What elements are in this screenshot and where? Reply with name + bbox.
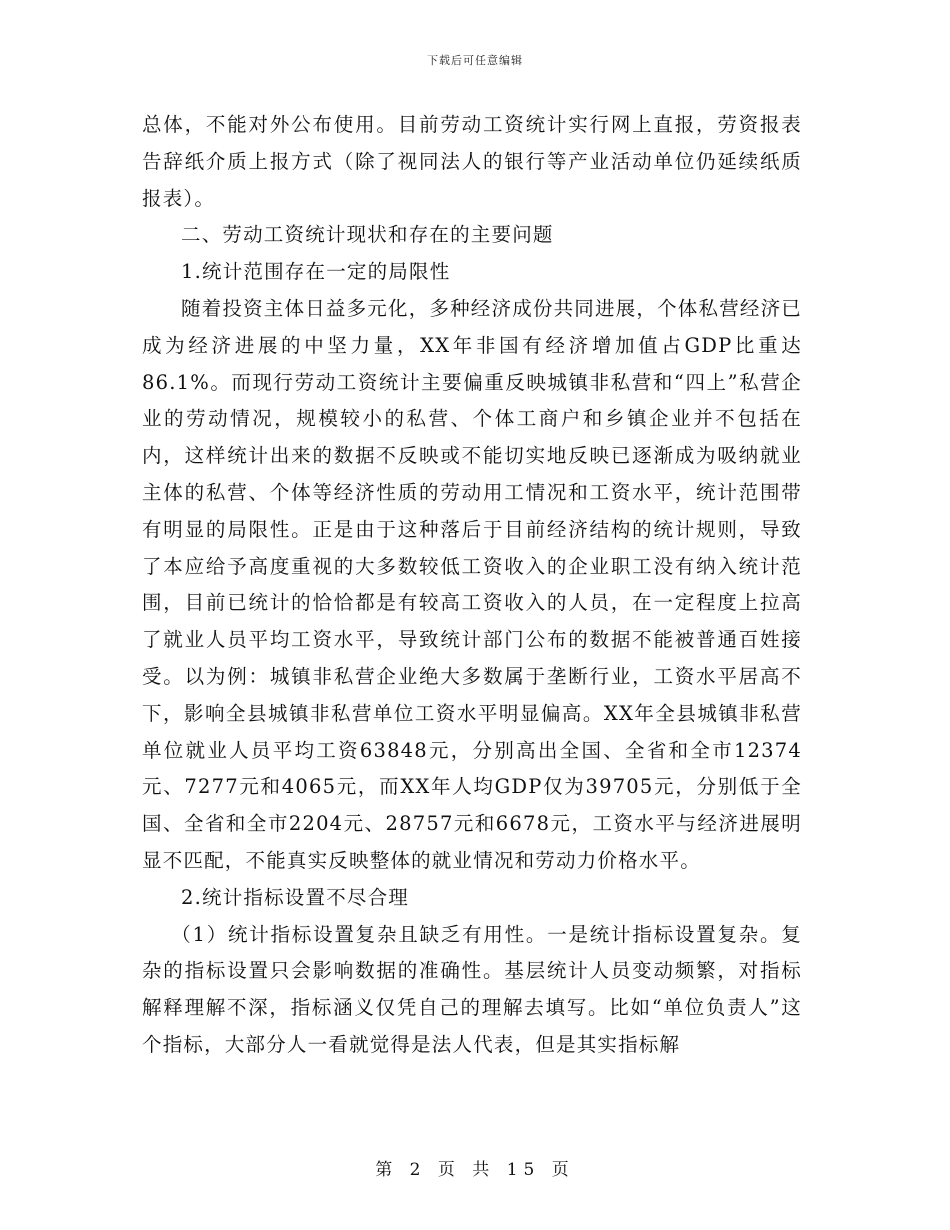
body-paragraph: 随着投资主体日益多元化，多种经济成份共同进展，个体私营经济已成为经济进展的中坚力量，XX年非国有经济增加值占GDP比重达86.1%。而现行劳动工资统计主要偏重反映城镇非私营和“四上”私营企业的劳动情况，规模较小的私营、个体工商户和乡镇企业并不包括在内，这样统计出来的数据不反映或不能切实地反映已逐渐成为吸纳就业主体的私营、个体等经济性质的劳动用工情况和工资水平，统计范围带有明显的局限性。正是由于这种落后于目前经济结构的统计规则，导致了本应给予高度重视的大多数较低工资收入的企业职工没有纳入统计范围，目前已统计的恰恰都是有较高工资收入的人员，在一定程度上拉高了就业人员平均工资水平，导致统计部门公布的数据不能被普通百姓接受。以为例：城镇非私营企业绝大多数属于垄断行业，工资水平居高不下，影响全县城镇非私营单位工资水平明显偏高。XX年全县城镇非私营单位就业人员平均工资63848元，分别高出全国、全省和全市12374元、7277元和4065元，而XX年人均GDP仅为39705元，分别低于全国、全省和全市2204元、28757元和6678元，工资水平与经济进展明显不匹配，不能真实反映整体的就业情况和劳动力价格水平。: [142, 296, 803, 872]
body-paragraph: （1）统计指标设置复杂且缺乏有用性。一是统计指标设置复杂。复杂的指标设置只会影响数据的准确性。基层统计人员变动频繁，对指标解释理解不深，指标涵义仅凭自己的理解去填写。比如“单位负责人”这个指标，大部分人一看就觉得是法人代表，但是其实指标解: [142, 922, 802, 1056]
page-header: 下载后可任意编辑: [427, 54, 523, 67]
subsection-heading: 1.统计范围存在一定的局限性: [181, 260, 451, 284]
paragraph-continuation: 总体，不能对外公布使用。目前劳动工资统计实行网上直报，劳资报表告辞纸介质上报方式（除了视同法人的银行等产业活动单位仍延续纸质报表）。: [142, 113, 802, 210]
page-footer: 第 2 页 共 15 页: [375, 1160, 575, 1180]
subsection-heading: 2.统计指标设置不尽合理: [181, 885, 410, 909]
document-body: [142, 107, 802, 1064]
section-heading: 二、劳动工资统计现状和存在的主要问题: [181, 223, 554, 247]
